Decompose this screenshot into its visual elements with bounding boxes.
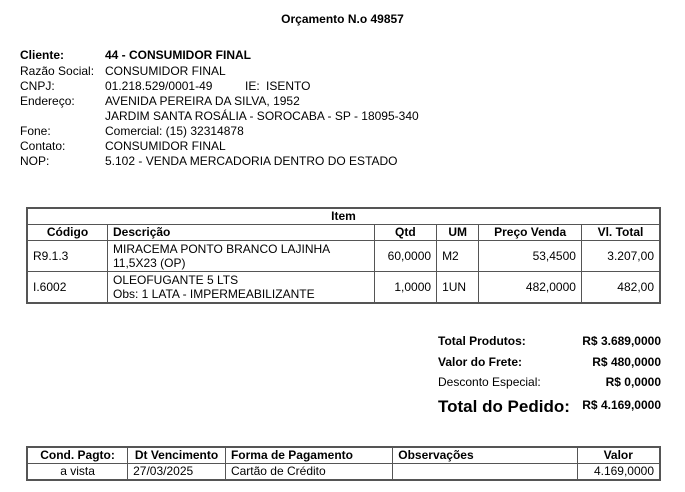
- item-codigo: I.6002: [27, 272, 108, 304]
- item-total: 482,00: [581, 272, 660, 304]
- payment-vencimento: 27/03/2025: [128, 464, 226, 481]
- item-codigo: R9.1.3: [27, 241, 108, 272]
- payment-observacoes: [393, 464, 577, 481]
- item-um: M2: [437, 241, 479, 272]
- ie-label: IE:: [245, 79, 260, 93]
- item-total: 3.207,00: [581, 241, 660, 272]
- col-codigo: Código: [27, 225, 108, 241]
- col-preco-venda: Preço Venda: [479, 225, 582, 241]
- item-descricao-line2: Obs: 1 LATA - IMPERMEABILIZANTE: [113, 287, 315, 301]
- col-vl-total: Vl. Total: [581, 225, 660, 241]
- col-um: UM: [437, 225, 479, 241]
- col-cond-pagto: Cond. Pagto:: [27, 447, 128, 464]
- payment-valor: 4.169,0000: [577, 464, 660, 481]
- col-valor: Valor: [577, 447, 660, 464]
- document-title: Orçamento N.o 49857: [281, 12, 404, 26]
- nop-label: NOP:: [20, 154, 50, 168]
- payment-column-headers: [27, 447, 660, 464]
- col-forma-pagamento: Forma de Pagamento: [225, 447, 392, 464]
- table-row: [27, 272, 660, 304]
- contato-value: CONSUMIDOR FINAL: [105, 139, 226, 153]
- item-descricao-line1: OLEOFUGANTE 5 LTS: [113, 273, 239, 287]
- cnpj-value: 01.218.529/0001-49: [105, 79, 213, 93]
- payment-forma: Cartão de Crédito: [225, 464, 392, 481]
- razao-social-label: Razão Social:: [20, 64, 95, 78]
- cliente-label: Cliente:: [20, 48, 65, 62]
- total-pedido-value: R$ 4.169,0000: [582, 398, 661, 412]
- desconto-value: R$ 0,0000: [605, 375, 661, 389]
- item-descricao: [108, 272, 375, 304]
- total-produtos-label: Total Produtos:: [438, 334, 526, 348]
- nop-value: 5.102 - VENDA MERCADORIA DENTRO DO ESTADO: [105, 154, 398, 168]
- items-column-headers: [27, 225, 660, 241]
- payment-cond: a vista: [27, 464, 128, 481]
- endereco-label: Endereço:: [20, 94, 75, 108]
- items-table: [26, 207, 661, 304]
- valor-frete-label: Valor do Frete:: [438, 355, 523, 369]
- item-preco: 482,0000: [479, 272, 582, 304]
- col-dt-vencimento: Dt Vencimento: [128, 447, 226, 464]
- ie-value: ISENTO: [266, 79, 311, 93]
- payment-table: [26, 446, 661, 481]
- total-pedido-label: Total do Pedido:: [438, 397, 570, 416]
- table-row: [27, 464, 660, 481]
- item-preco: 53,4500: [479, 241, 582, 272]
- item-descricao-line1: MIRACEMA PONTO BRANCO LAJINHA: [113, 242, 331, 256]
- valor-frete-value: R$ 480,0000: [592, 355, 661, 369]
- razao-social-value: CONSUMIDOR FINAL: [105, 64, 226, 78]
- table-row: [27, 241, 660, 272]
- item-descricao: [108, 241, 375, 272]
- col-observacoes: Observações: [393, 447, 577, 464]
- item-descricao-line2: 11,5X23 (OP): [113, 256, 186, 270]
- item-qtd: 1,0000: [374, 272, 436, 304]
- fone-value: Comercial: (15) 32314878: [105, 124, 244, 138]
- fone-label: Fone:: [20, 124, 51, 138]
- endereco-line1: AVENIDA PEREIRA DA SILVA, 1952: [105, 94, 300, 108]
- items-header: Item: [27, 208, 660, 225]
- desconto-label: Desconto Especial:: [438, 375, 541, 389]
- cliente-value: 44 - CONSUMIDOR FINAL: [105, 48, 252, 62]
- cnpj-label: CNPJ:: [20, 79, 55, 93]
- endereco-line2: JARDIM SANTA ROSÁLIA - SOROCABA - SP - 18095-340: [105, 109, 419, 123]
- item-um: 1UN: [437, 272, 479, 304]
- col-qtd: Qtd: [374, 225, 436, 241]
- total-produtos-value: R$ 3.689,0000: [582, 334, 661, 348]
- contato-label: Contato:: [20, 139, 66, 153]
- col-descricao: Descrição: [108, 225, 375, 241]
- item-qtd: 60,0000: [374, 241, 436, 272]
